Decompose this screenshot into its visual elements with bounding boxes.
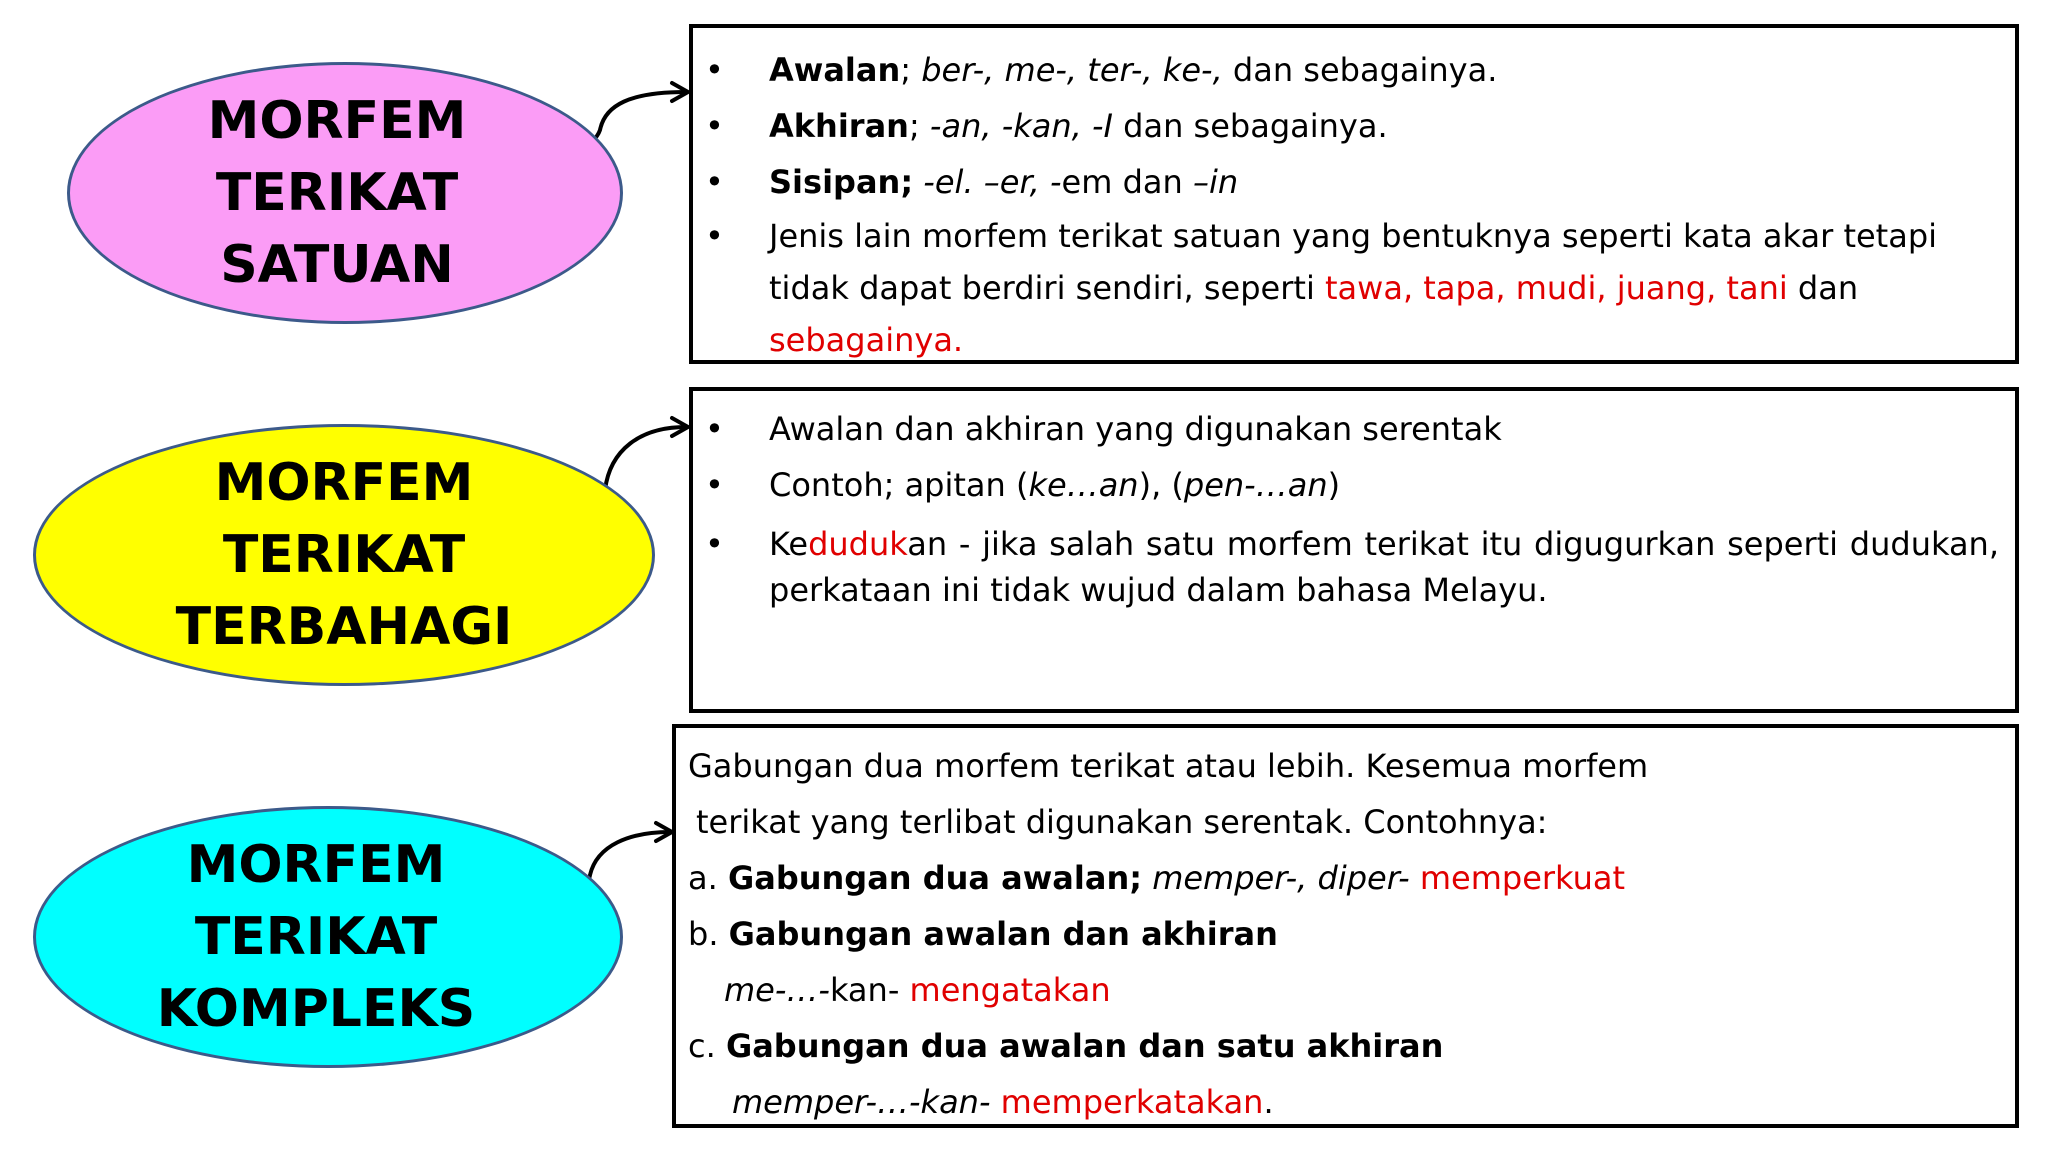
term-label: Sisipan;: [769, 163, 914, 201]
list-item-sisipan: • Sisipan; -el. –er, -em dan –in: [693, 154, 2015, 210]
node-morfem-terikat-kompleks: [33, 806, 623, 1068]
list-item-akhiran: • Akhiran; -an, -kan, -I dan sebagainya.: [693, 98, 2015, 154]
highlight-text: sebagainya.: [769, 321, 964, 359]
list-item-jenis-lain: • Jenis lain morfem terikat satuan yang bentuknya seperti kata akar tetapi tidak dapat berdiri sendiri, seperti tawa, tapa, mudi, juang, tani dan sebagainya.: [693, 210, 2015, 366]
node-line: KOMPLEKS: [156, 979, 476, 1039]
item-b: b. Gabungan awalan dan akhiran: [688, 915, 1278, 953]
item-c: c. Gabungan dua awalan dan satu akhiran: [688, 1027, 1444, 1065]
node-line: SATUAN: [220, 235, 454, 295]
intro-line: Gabungan dua morfem terikat atau lebih. Kesemua morfem: [688, 747, 1649, 785]
list-item-kedudukan: • Kedudukan - jika salah satu morfem terikat itu digugurkan seperti dudukan, perkataan ini tidak wujud dalam bahasa Melayu.: [693, 521, 2015, 613]
examples: –in: [1192, 163, 1239, 201]
node-line: TERIKAT: [215, 163, 459, 223]
node-line: MORFEM: [207, 91, 467, 151]
examples: ber-, me-, ter-, ke-,: [921, 51, 1223, 89]
highlight-examples: tawa, tapa, mudi, juang, tani: [1325, 269, 1788, 307]
examples: -el. –er, -: [913, 163, 1062, 201]
kompleks-description-box: [672, 724, 2019, 1128]
list-item-awalan: • Awalan; ber-, me-, ter-, ke-, dan sebagainya.: [693, 42, 2015, 98]
list-item-definisi: • Awalan dan akhiran yang digunakan serentak: [693, 401, 2015, 457]
item-c-example: memper-…-kan- memperkatakan.: [732, 1083, 1274, 1121]
highlight-root: duduk: [808, 525, 908, 563]
arrow-satuan-head: [672, 83, 688, 101]
terbahagi-description-box: [689, 387, 2019, 713]
arrow-kompleks-head: [656, 823, 672, 841]
item-a: a. Gabungan dua awalan; memper-, diper- memperkuat: [688, 859, 1626, 897]
term-label: Awalan: [769, 51, 901, 89]
node-morfem-terikat-terbahagi: [33, 424, 655, 686]
term-label: Akhiran: [769, 107, 909, 145]
list-item-contoh: • Contoh; apitan (ke…an), (pen-…an): [693, 457, 2015, 513]
intro-line: terikat yang terlibat digunakan serentak. Contohnya:: [696, 803, 1548, 841]
item-b-example: me-…-kan- mengatakan: [724, 971, 1111, 1009]
node-line: MORFEM: [214, 453, 474, 513]
node-line: TERBAHAGI: [175, 597, 513, 657]
node-line: TERIKAT: [222, 525, 466, 585]
node-line: TERIKAT: [194, 907, 438, 967]
node-morfem-terikat-satuan: [67, 62, 623, 324]
satuan-description-box: [689, 24, 2019, 364]
node-line: MORFEM: [186, 835, 446, 895]
arrow-terbahagi-head: [672, 418, 688, 436]
examples: -an, -kan, -I: [929, 107, 1113, 145]
